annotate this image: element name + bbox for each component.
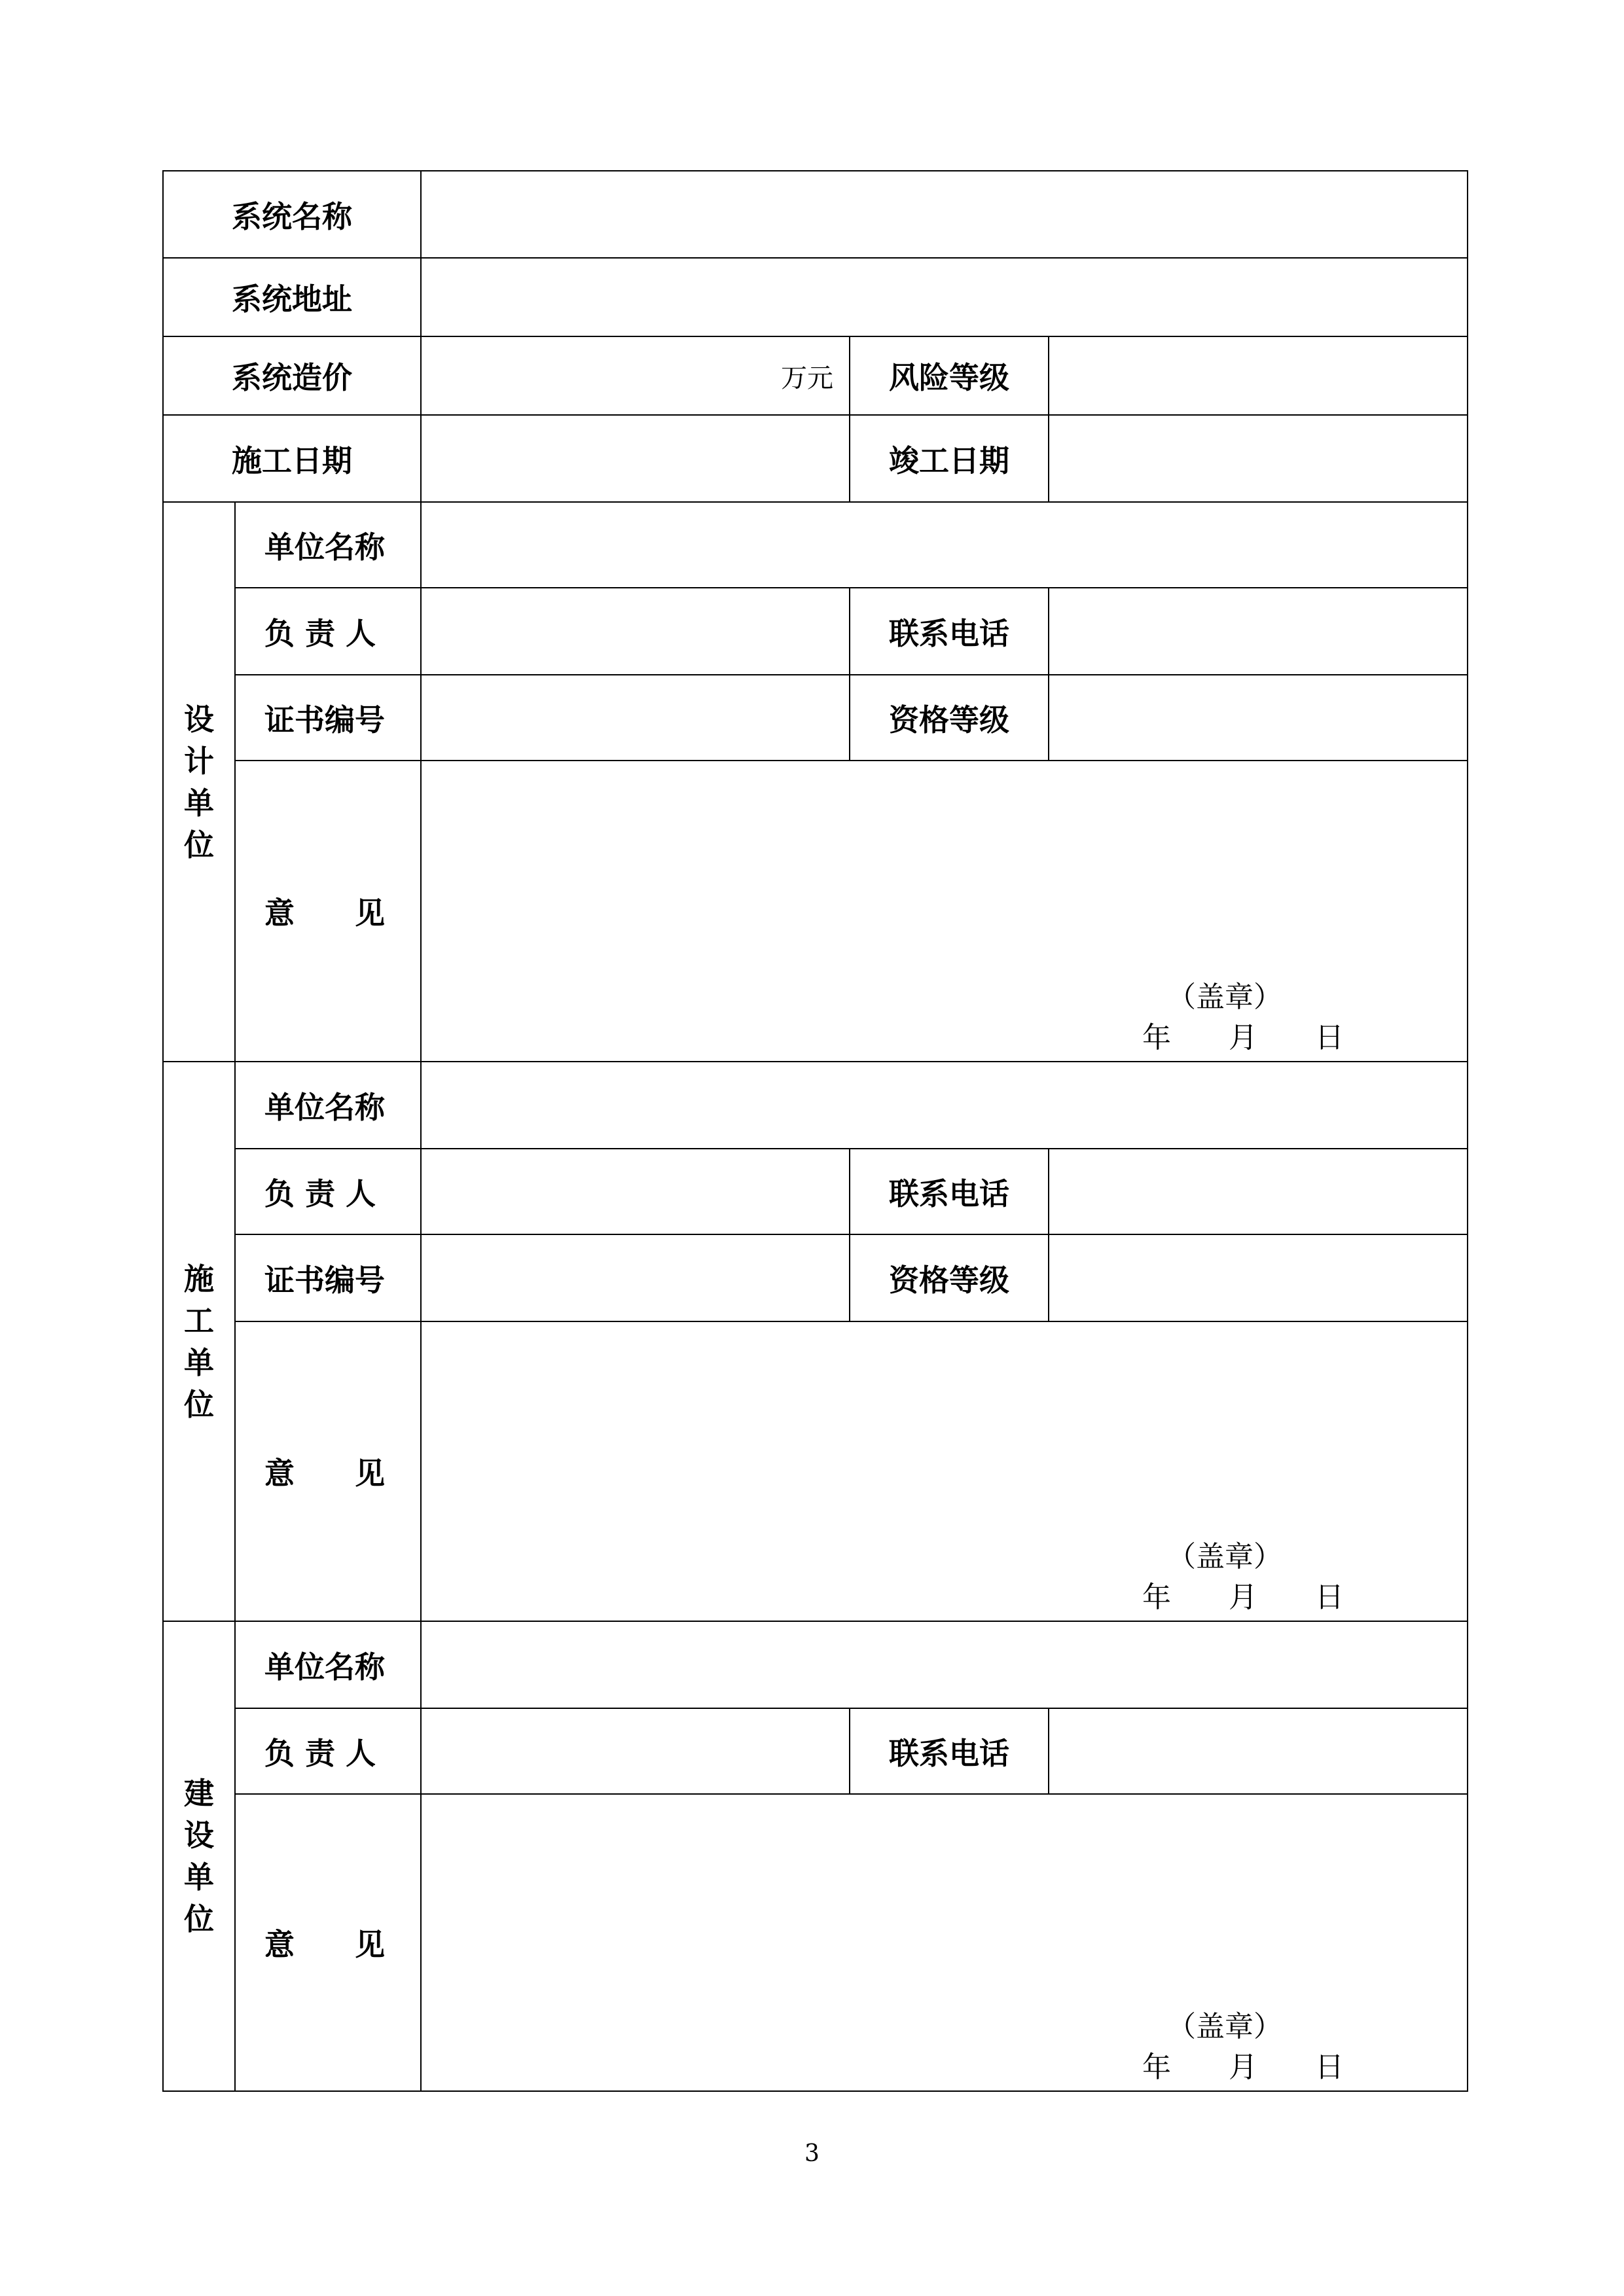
construction-opinion-row — [163, 1321, 1468, 1621]
construction-qual-field[interactable] — [1049, 1234, 1468, 1321]
builder-seal-text: （盖章） — [1167, 2010, 1283, 2043]
registration-form-table — [162, 170, 1468, 2092]
risk-level-label: 风险等级 — [850, 336, 1049, 415]
system-cost-label: 系统造价 — [163, 336, 421, 415]
design-opinion-label: 意 见 — [235, 761, 421, 1062]
design-opinion-row — [163, 761, 1468, 1062]
design-person-field[interactable] — [421, 588, 850, 675]
design-opinion-field[interactable] — [421, 761, 1468, 1062]
system-address-label: 系统地址 — [163, 258, 421, 336]
construction-person-row — [163, 1149, 1468, 1234]
design-unit-name-row — [163, 502, 1468, 588]
builder-unit-section-label: 建 设 单 位 — [163, 1621, 235, 2091]
construction-date-text: 年 月 日 — [1142, 1581, 1344, 1614]
construction-opinion-label: 意 见 — [235, 1321, 421, 1621]
construction-opinion-field[interactable] — [421, 1321, 1468, 1621]
risk-level-field[interactable] — [1049, 336, 1468, 415]
design-unit-section-label: 设 计 单 位 — [163, 502, 235, 1062]
design-unit-name-field[interactable] — [421, 502, 1468, 588]
start-date-label: 施工日期 — [163, 415, 421, 502]
system-address-row — [163, 258, 1468, 336]
system-name-label: 系统名称 — [163, 171, 421, 258]
design-cert-field[interactable] — [421, 675, 850, 761]
construction-seal-text: （盖章） — [1167, 1540, 1283, 1573]
builder-unit-name-label: 单位名称 — [235, 1621, 421, 1708]
builder-person-row — [163, 1708, 1468, 1794]
construction-unit-name-row — [163, 1062, 1468, 1149]
page-number: 3 — [804, 2140, 820, 2167]
construction-person-field[interactable] — [421, 1149, 850, 1234]
construction-unit-name-field[interactable] — [421, 1062, 1468, 1149]
builder-opinion-field[interactable] — [421, 1794, 1468, 2091]
builder-person-field[interactable] — [421, 1708, 850, 1794]
design-person-label: 负 责 人 — [235, 588, 421, 675]
start-date-field[interactable] — [421, 415, 850, 502]
construction-person-label: 负 责 人 — [235, 1149, 421, 1234]
system-cost-field[interactable] — [421, 336, 850, 415]
builder-phone-field[interactable] — [1049, 1708, 1468, 1794]
construction-unit-name-label: 单位名称 — [235, 1062, 421, 1149]
dates-row — [163, 415, 1468, 502]
builder-date-text: 年 月 日 — [1142, 2051, 1344, 2084]
construction-cert-field[interactable] — [421, 1234, 850, 1321]
builder-opinion-label: 意 见 — [235, 1794, 421, 2091]
cost-unit: 万元 — [781, 363, 833, 393]
construction-cert-row — [163, 1234, 1468, 1321]
construction-cert-label: 证书编号 — [235, 1234, 421, 1321]
builder-opinion-row — [163, 1794, 1468, 2091]
design-phone-label: 联系电话 — [850, 588, 1049, 675]
construction-qual-label: 资格等级 — [850, 1234, 1049, 1321]
design-cert-row — [163, 675, 1468, 761]
construction-phone-field[interactable] — [1049, 1149, 1468, 1234]
design-phone-field[interactable] — [1049, 588, 1468, 675]
builder-unit-name-field[interactable] — [421, 1621, 1468, 1708]
builder-person-label: 负 责 人 — [235, 1708, 421, 1794]
design-cert-label: 证书编号 — [235, 675, 421, 761]
builder-unit-name-row — [163, 1621, 1468, 1708]
design-unit-name-label: 单位名称 — [235, 502, 421, 588]
builder-phone-label: 联系电话 — [850, 1708, 1049, 1794]
design-date-text: 年 月 日 — [1142, 1021, 1344, 1054]
system-cost-row — [163, 336, 1468, 415]
design-seal-text: （盖章） — [1167, 980, 1283, 1014]
design-person-row — [163, 588, 1468, 675]
design-qual-label: 资格等级 — [850, 675, 1049, 761]
end-date-field[interactable] — [1049, 415, 1468, 502]
construction-phone-label: 联系电话 — [850, 1149, 1049, 1234]
design-qual-field[interactable] — [1049, 675, 1468, 761]
system-address-field[interactable] — [421, 258, 1468, 336]
system-name-row — [163, 171, 1468, 258]
construction-unit-section-label: 施 工 单 位 — [163, 1062, 235, 1621]
system-name-field[interactable] — [421, 171, 1468, 258]
end-date-label: 竣工日期 — [850, 415, 1049, 502]
